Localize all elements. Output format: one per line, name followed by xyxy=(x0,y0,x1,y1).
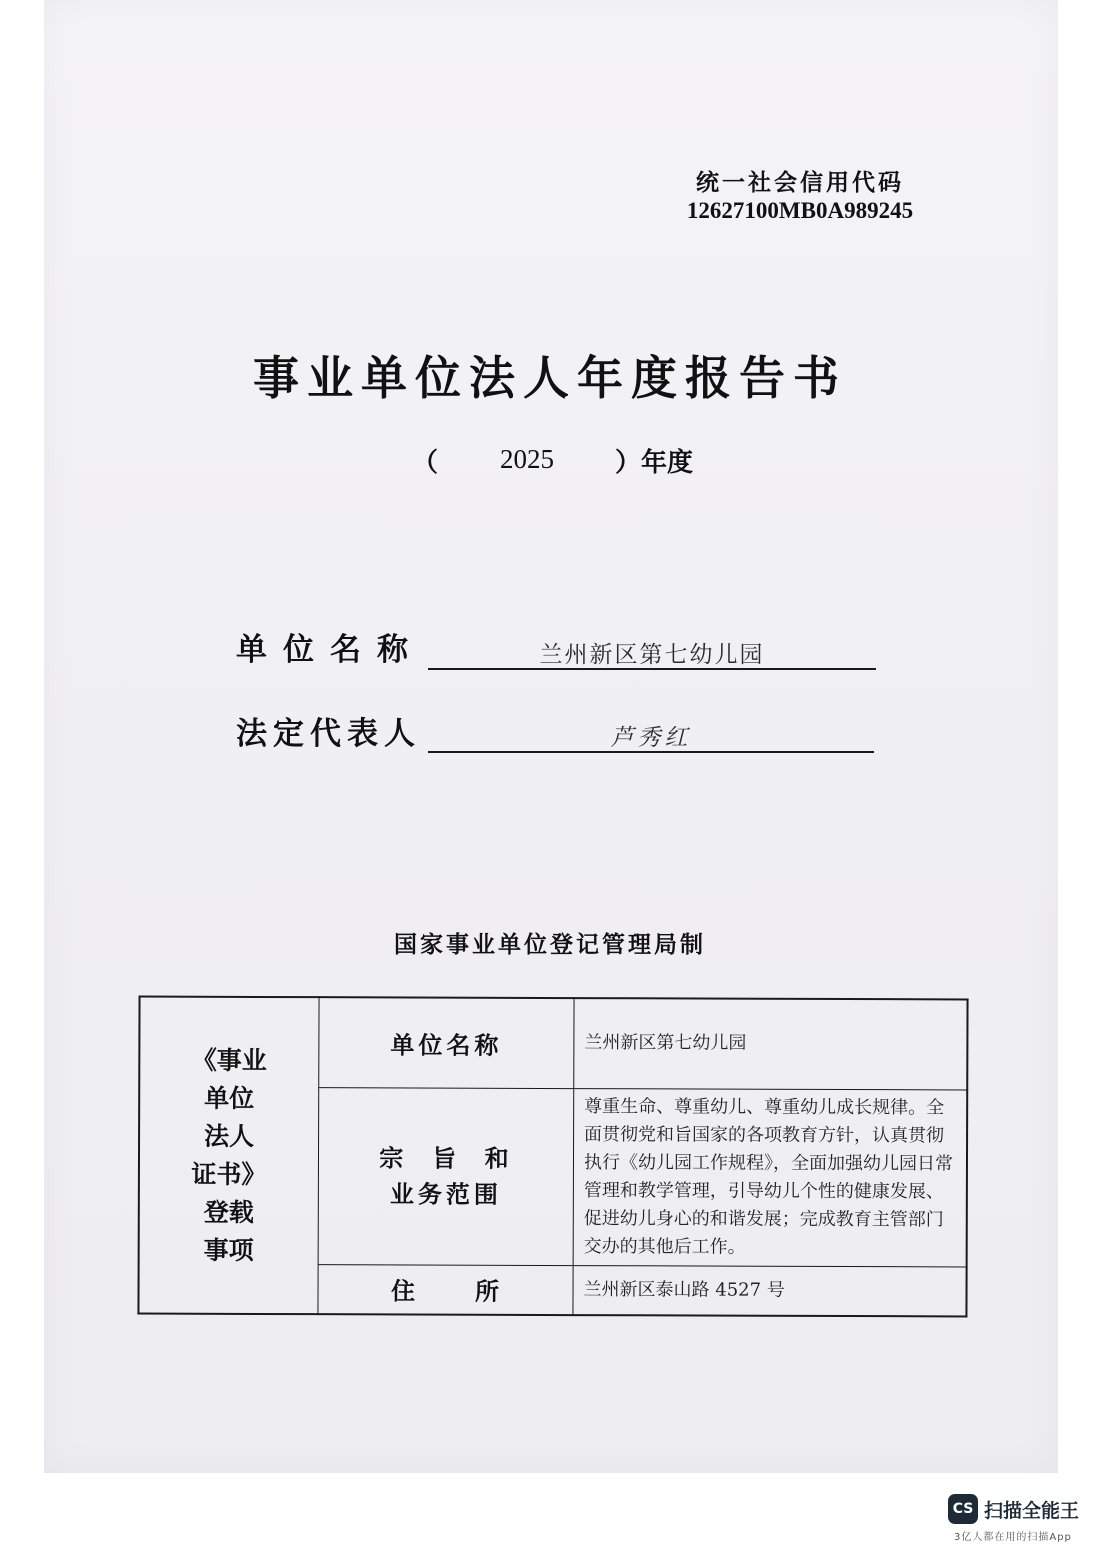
watermark-app-name: 扫描全能王 xyxy=(984,1500,1080,1522)
legal-rep-underline xyxy=(428,751,874,753)
report-year-value: 2025 xyxy=(500,444,554,474)
side-line: 事项 xyxy=(203,1235,254,1265)
side-line: 单位 xyxy=(204,1083,255,1113)
certificate-items-header xyxy=(138,997,319,1315)
label-line: 宗 旨 和 xyxy=(379,1142,513,1173)
row-value-address: 兰州新区泰山路 4527 号 xyxy=(573,1265,967,1316)
registration-table xyxy=(137,996,968,1318)
unit-name-underline xyxy=(428,668,876,670)
watermark-tagline: 3亿人都在用的扫描App xyxy=(954,1532,1072,1543)
row-value-purpose-scope: 尊重生命、尊重幼儿、尊重幼儿成长规律。全面贯彻党和旨国家的各项教育方针，认真贯彻执行《幼儿园工作规程》，全面加强幼儿园日常管理和教学管理，引导幼儿个性的健康发展、促进幼儿身心的和谐发展；完成教育主管部门交办的其他后工作。 xyxy=(573,1088,967,1266)
credit-code-label: 统一社会信用代码 xyxy=(696,169,904,196)
unit-name-label: 单位名称 xyxy=(236,632,424,668)
side-line: 法人 xyxy=(204,1121,255,1151)
legal-rep-value: 芦秀红 xyxy=(610,725,692,751)
camscanner-logo-icon: CS xyxy=(948,1494,978,1524)
row-value-unit-name: 兰州新区第七幼儿园 xyxy=(574,998,968,1089)
unit-name-value: 兰州新区第七幼儿园 xyxy=(539,642,765,668)
year-left-paren: （ xyxy=(412,448,439,478)
label-line: 业务范围 xyxy=(389,1178,502,1209)
document-title: 事业单位法人年度报告书 xyxy=(253,351,847,405)
row-label-address: 住所 xyxy=(318,1264,573,1315)
year-suffix: ）年度 xyxy=(615,448,694,478)
row-label-unit-name: 单位名称 xyxy=(319,997,574,1088)
report-year-line xyxy=(400,442,720,482)
side-line: 登载 xyxy=(203,1197,254,1227)
side-line: 《事业 xyxy=(191,1045,267,1075)
scanner-app-watermark xyxy=(948,1494,1088,1544)
side-line: 证书》 xyxy=(191,1159,267,1189)
row-label-purpose-scope xyxy=(318,1087,574,1265)
legal-rep-label: 法定代表人 xyxy=(236,716,421,752)
table-row xyxy=(139,997,967,1090)
credit-code-value: 12627100MB0A989245 xyxy=(686,198,914,223)
issuer-line: 国家事业单位登记管理局制 xyxy=(394,931,706,958)
